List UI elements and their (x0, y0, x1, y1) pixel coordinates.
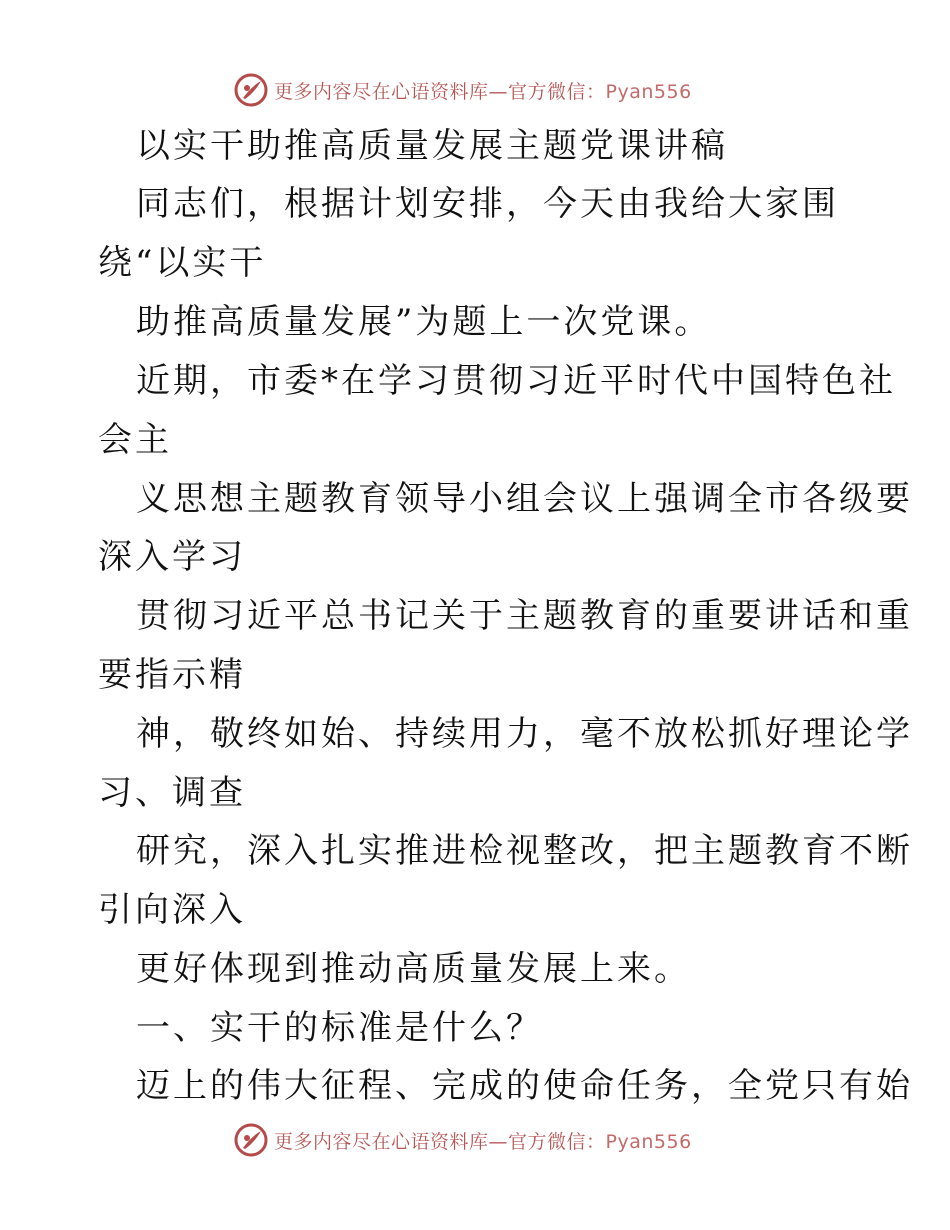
doc-line: 深入学习 (98, 537, 246, 577)
doc-line: 习、调查 (98, 773, 246, 813)
banner-text (274, 1127, 692, 1154)
doc-line: 迈上的伟大征程、完成的使命任务，全党只有始 (136, 1066, 913, 1106)
doc-line: 引向深入 (98, 890, 246, 930)
doc-line: 近期，市委*在学习贯彻习近平时代中国特色社 (136, 361, 896, 401)
footer-banner (234, 1122, 714, 1158)
quill-logo-icon (234, 1123, 268, 1157)
banner-handle: Pyan556 (605, 80, 692, 103)
doc-line: 神，敬终如始、持续用力，毫不放松抓好理论学 (136, 714, 913, 754)
doc-line: 助推高质量发展”为题上一次党课。 (136, 302, 712, 342)
banner-title: 更多内容尽在心语资料库—官方微信： (274, 1130, 606, 1153)
doc-line: 贯彻习近平总书记关于主题教育的重要讲话和重 (136, 596, 913, 636)
banner-title: 更多内容尽在心语资料库—官方微信： (274, 80, 606, 103)
doc-line: 同志们，根据计划安排，今天由我给大家围 (136, 184, 839, 224)
doc-line: 更好体现到推动高质量发展上来。 (136, 949, 691, 989)
doc-line: 研究，深入扎实推进检视整改，把主题教育不断 (136, 831, 913, 871)
section-heading: 一、实干的标准是什么？ (136, 1008, 543, 1048)
doc-line: 义思想主题教育领导小组会议上强调全市各级要 (136, 479, 913, 519)
doc-line: 绕“以实干 (98, 243, 267, 283)
doc-line: 会主 (98, 420, 172, 460)
doc-title: 以实干助推高质量发展主题党课讲稿 (136, 126, 728, 166)
banner-handle: Pyan556 (605, 1130, 692, 1153)
doc-line: 要指示精 (98, 655, 246, 695)
